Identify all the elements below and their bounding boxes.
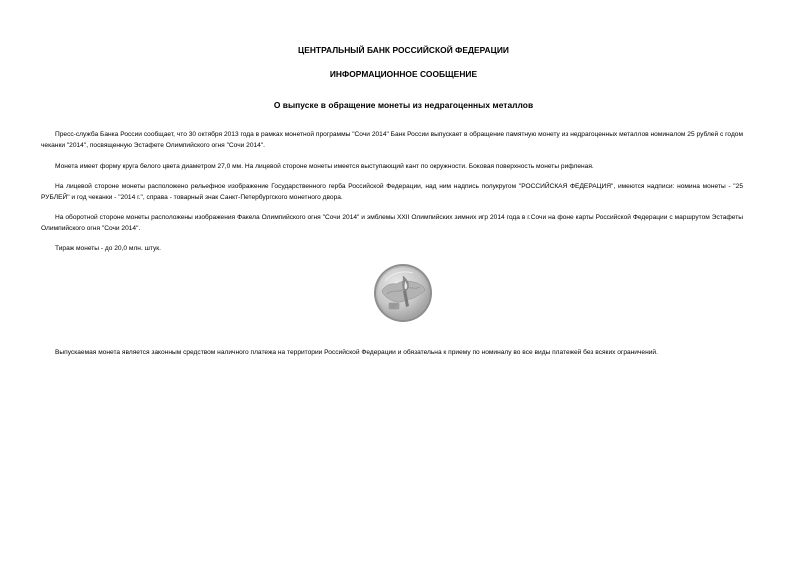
paragraph-obverse: На лицевой стороне монеты расположено рельефное изображение Государственного герба Российской Федерации, над ним надпись полукругом "РОССИЙСКАЯ ФЕДЕРАЦИЯ", имеются надписи: номина монеты - "25 РУБЛЕЙ" и год чеканки - "2014 г.", справа - товарный знак Санкт-Петербургского монетного двора. (41, 183, 743, 201)
document-title: О выпуске в обращение монеты из недрагоценных металлов (273, 100, 534, 110)
doc-type-heading: ИНФОРМАЦИОННОЕ СООБЩЕНИЕ (329, 69, 478, 79)
bank-name-heading: ЦЕНТРАЛЬНЫЙ БАНК РОССИЙСКОЙ ФЕДЕРАЦИИ (298, 45, 509, 55)
paragraph-reverse: На оборотной стороне монеты расположены изображения Факела Олимпийского огня "Сочи 2014" и эмблемы XXII Олимпийских зимних игр 2014 года в г.Сочи на фоне карты Российской Федерации с маршрутом Эстафеты Олимпийского огня "Сочи 2014". (41, 214, 743, 232)
paragraph-mintage: Тираж монеты - до 20,0 млн. штук. (55, 245, 162, 252)
paragraph-press-release: Пресс-служба Банка России сообщает, что 30 октября 2013 года в рамках монетной программы "Сочи 2014" Банк России выпускает в обращение памятную монету из недрагоценных металлов номиналом 25 рублей с годом чеканки "2014", посвященную Эстафете Олимпийского огня "Сочи 2014". (41, 131, 743, 149)
paragraph-coin-shape: Монета имеет форму круга белого цвета диаметром 27,0 мм. На лицевой стороне монеты имеется выступающий кант по окружности. Боковая поверхность монеты рифленая. (55, 163, 594, 170)
coin-reverse-torch-icon (373, 263, 433, 323)
paragraph-legal-tender: Выпускаемая монета является законным средством наличного платежа на территории Российской Федерации и обязательна к приему по номиналу во все виды платежей без всяких ограничений. (55, 349, 658, 356)
coin-image (373, 263, 433, 323)
